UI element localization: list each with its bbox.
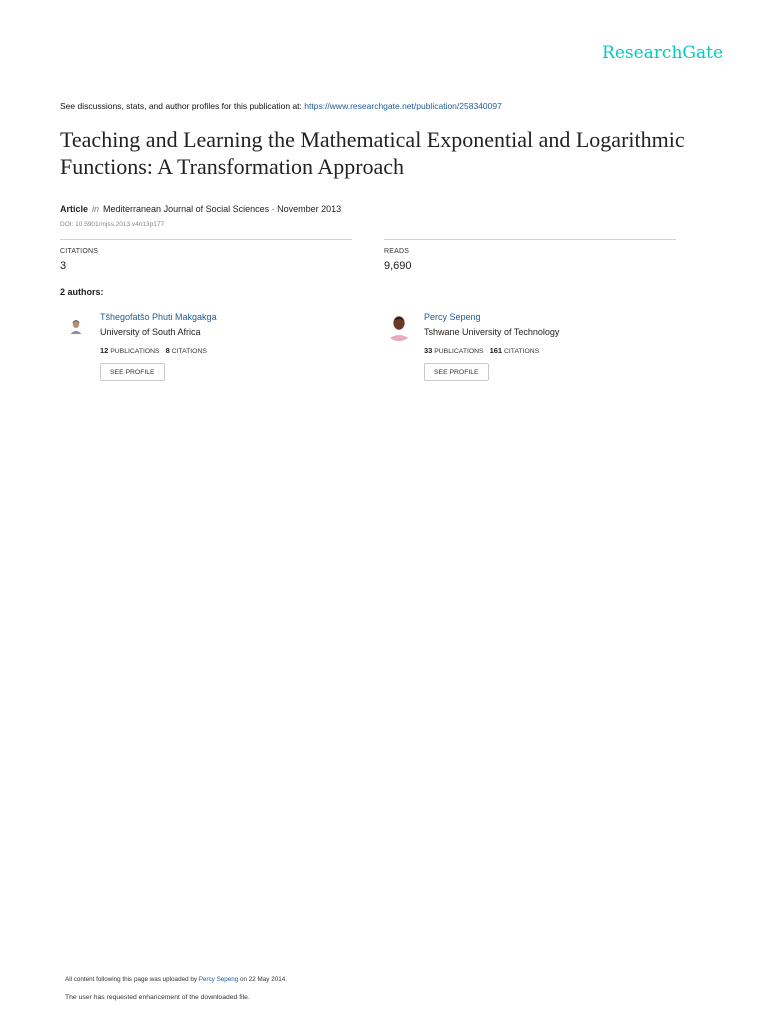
reads-value: 9,690 [384, 260, 412, 272]
uploader-link[interactable]: Percy Sepeng [198, 976, 239, 983]
reads-label: READS [384, 248, 410, 255]
author-institution: Tshwane University of Technology [424, 327, 560, 337]
upload-notice-date: on 22 May 2014. [238, 976, 287, 983]
author-institution: University of South Africa [100, 327, 201, 337]
see-profile-button[interactable]: SEE PROFILE [100, 363, 165, 381]
avatar-photo-icon [60, 311, 90, 341]
author-card [384, 311, 674, 391]
publication-title: Teaching and Learning the Mathematical Exponential and Logarithmic Functions: A Transformation Approach [60, 127, 685, 179]
publication-meta [60, 204, 341, 214]
authors-heading: 2 authors: [60, 287, 104, 297]
avatar[interactable] [384, 311, 414, 341]
publication-type: Article [60, 204, 89, 214]
enhancement-note: The user has requested enhancement of the downloaded file. [65, 994, 250, 1001]
discussion-notice-text: See discussions, stats, and author profiles for this publication at: [60, 101, 305, 111]
citations-value: 3 [60, 260, 67, 272]
author-stats [424, 346, 539, 355]
reads-divider [384, 239, 676, 240]
author-citations-label: CITATIONS [504, 348, 540, 355]
citations-label: CITATIONS [60, 248, 99, 255]
publication-venue: Mediterranean Journal of Social Sciences · November 2013 [103, 204, 342, 214]
publication-url-link[interactable]: https://www.researchgate.net/publication/258340097 [304, 101, 502, 111]
avatar[interactable] [60, 311, 90, 341]
publications-label: PUBLICATIONS [434, 348, 484, 355]
author-name-link[interactable]: Tšhegofatšo Phuti Makgakga [100, 312, 217, 322]
discussion-notice [60, 101, 502, 111]
citations-count: 161 [489, 346, 503, 355]
upload-notice-prefix: All content following this page was uploaded by [65, 976, 199, 983]
avatar-photo-icon [384, 311, 414, 341]
publication-doi: DOI: 10.5901/mjss.2013.v4n13p177 [60, 221, 165, 228]
author-stats [100, 346, 207, 355]
publications-count: 33 [424, 346, 433, 355]
publications-label: PUBLICATIONS [110, 348, 160, 355]
publications-count: 12 [100, 346, 109, 355]
citations-count: 8 [165, 346, 170, 355]
citations-divider [60, 239, 352, 240]
author-card [60, 311, 350, 391]
researchgate-logo[interactable]: ResearchGate [602, 43, 723, 63]
see-profile-button[interactable]: SEE PROFILE [424, 363, 489, 381]
author-name-link[interactable]: Percy Sepeng [424, 312, 481, 322]
author-citations-label: CITATIONS [171, 348, 207, 355]
upload-notice [65, 976, 287, 983]
in-label: in [92, 204, 100, 214]
